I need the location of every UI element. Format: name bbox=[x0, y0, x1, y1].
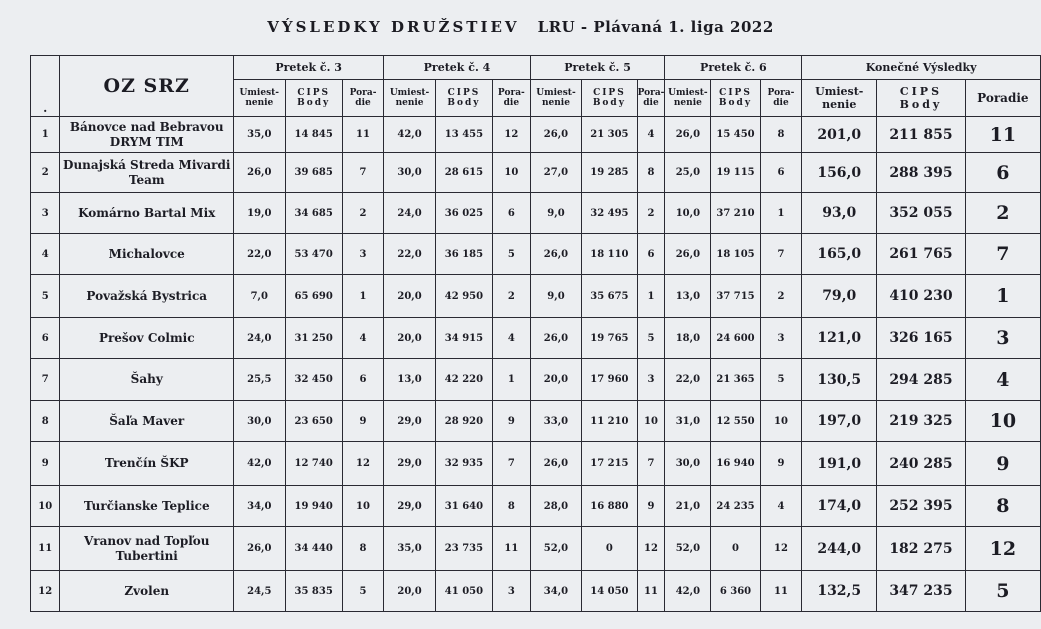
final-cips-cell: 219 325 bbox=[877, 401, 965, 442]
team-name: Turčianske Teplice bbox=[60, 486, 234, 527]
final-rank-cell: 12 bbox=[965, 527, 1040, 571]
team-name: Trenčín ŠKP bbox=[60, 442, 234, 486]
final-rank-cell: 3 bbox=[965, 318, 1040, 359]
cips-points-cell: 21 305 bbox=[582, 117, 637, 153]
table-row bbox=[31, 318, 1041, 359]
cips-points-cell: 39 685 bbox=[285, 153, 342, 193]
team-name: Zvolen bbox=[60, 571, 234, 612]
table-row bbox=[31, 153, 1041, 193]
placement-cell: 21,0 bbox=[665, 486, 711, 527]
rank-cell: 4 bbox=[342, 318, 384, 359]
row-index: 7 bbox=[31, 359, 60, 401]
rank-cell: 5 bbox=[637, 318, 665, 359]
row-index: 9 bbox=[31, 442, 60, 486]
placement-cell: 42,0 bbox=[234, 442, 286, 486]
rank-cell: 12 bbox=[493, 117, 531, 153]
race-header: Pretek č. 4 bbox=[384, 56, 530, 80]
cips-points-cell: 23 650 bbox=[285, 401, 342, 442]
placement-cell: 30,0 bbox=[665, 442, 711, 486]
placement-cell: 24,5 bbox=[234, 571, 286, 612]
team-name: Šaľa Maver bbox=[60, 401, 234, 442]
table-row bbox=[31, 275, 1041, 318]
placement-cell: 29,0 bbox=[384, 401, 436, 442]
rank-cell: 6 bbox=[493, 193, 531, 234]
cips-points-cell: 34 685 bbox=[285, 193, 342, 234]
column-header: Poradie bbox=[965, 80, 1040, 117]
placement-cell: 26,0 bbox=[665, 117, 711, 153]
final-placement-cell: 93,0 bbox=[802, 193, 877, 234]
rank-cell: 2 bbox=[342, 193, 384, 234]
results-table bbox=[30, 55, 1041, 612]
rank-cell: 7 bbox=[760, 234, 802, 275]
rank-cell: 10 bbox=[342, 486, 384, 527]
column-header: Pora- die bbox=[342, 80, 384, 117]
cips-points-cell: 24 600 bbox=[711, 318, 760, 359]
placement-cell: 26,0 bbox=[530, 117, 582, 153]
cips-points-cell: 12 740 bbox=[285, 442, 342, 486]
rank-cell: 3 bbox=[342, 234, 384, 275]
placement-cell: 19,0 bbox=[234, 193, 286, 234]
placement-cell: 20,0 bbox=[384, 275, 436, 318]
rank-cell: 5 bbox=[342, 571, 384, 612]
oz-header: OZ SRZ bbox=[60, 56, 234, 117]
placement-cell: 52,0 bbox=[665, 527, 711, 571]
final-cips-cell: 410 230 bbox=[877, 275, 965, 318]
final-placement-cell: 130,5 bbox=[802, 359, 877, 401]
rank-cell: 9 bbox=[760, 442, 802, 486]
team-name: Vranov nad Topľou Tubertini bbox=[60, 527, 234, 571]
column-header: Umiest- nenie bbox=[802, 80, 877, 117]
rank-cell: 1 bbox=[760, 193, 802, 234]
cips-points-cell: 35 835 bbox=[285, 571, 342, 612]
cips-points-cell: 14 050 bbox=[582, 571, 637, 612]
final-rank-cell: 11 bbox=[965, 117, 1040, 153]
team-name: Komárno Bartal Mix bbox=[60, 193, 234, 234]
row-index: 1 bbox=[31, 117, 60, 153]
final-cips-cell: 352 055 bbox=[877, 193, 965, 234]
race-header: Pretek č. 6 bbox=[665, 56, 802, 80]
placement-cell: 34,0 bbox=[234, 486, 286, 527]
placement-cell: 26,0 bbox=[530, 442, 582, 486]
final-rank-cell: 2 bbox=[965, 193, 1040, 234]
rank-cell: 9 bbox=[637, 486, 665, 527]
cips-points-cell: 42 950 bbox=[435, 275, 492, 318]
team-name: Bánovce nad Bebravou DRYM TIM bbox=[60, 117, 234, 153]
rank-cell: 8 bbox=[493, 486, 531, 527]
cips-points-cell: 21 365 bbox=[711, 359, 760, 401]
cips-points-cell: 28 615 bbox=[435, 153, 492, 193]
cips-points-cell: 6 360 bbox=[711, 571, 760, 612]
rank-cell: 6 bbox=[342, 359, 384, 401]
table-row bbox=[31, 359, 1041, 401]
placement-cell: 30,0 bbox=[234, 401, 286, 442]
team-name: Michalovce bbox=[60, 234, 234, 275]
cips-points-cell: 17 960 bbox=[582, 359, 637, 401]
row-index: 3 bbox=[31, 193, 60, 234]
rank-cell: 6 bbox=[637, 234, 665, 275]
final-cips-cell: 294 285 bbox=[877, 359, 965, 401]
rank-cell: 8 bbox=[637, 153, 665, 193]
rank-cell: 2 bbox=[760, 275, 802, 318]
rank-cell: 3 bbox=[637, 359, 665, 401]
placement-cell: 42,0 bbox=[665, 571, 711, 612]
final-rank-cell: 8 bbox=[965, 486, 1040, 527]
final-cips-cell: 211 855 bbox=[877, 117, 965, 153]
placement-cell: 13,0 bbox=[665, 275, 711, 318]
cips-points-cell: 32 450 bbox=[285, 359, 342, 401]
cips-points-cell: 19 115 bbox=[711, 153, 760, 193]
placement-cell: 52,0 bbox=[530, 527, 582, 571]
cips-points-cell: 41 050 bbox=[435, 571, 492, 612]
cips-points-cell: 0 bbox=[582, 527, 637, 571]
cips-points-cell: 28 920 bbox=[435, 401, 492, 442]
cips-points-cell: 34 915 bbox=[435, 318, 492, 359]
rank-cell: 10 bbox=[493, 153, 531, 193]
table-row bbox=[31, 193, 1041, 234]
placement-cell: 26,0 bbox=[234, 153, 286, 193]
final-placement-cell: 174,0 bbox=[802, 486, 877, 527]
cips-points-cell: 53 470 bbox=[285, 234, 342, 275]
final-header: Konečné Výsledky bbox=[802, 56, 1041, 80]
cips-points-cell: 14 845 bbox=[285, 117, 342, 153]
rank-cell: 11 bbox=[637, 571, 665, 612]
row-index: 11 bbox=[31, 527, 60, 571]
document-title bbox=[0, 18, 1041, 36]
placement-cell: 35,0 bbox=[234, 117, 286, 153]
cips-points-cell: 32 495 bbox=[582, 193, 637, 234]
rank-cell: 9 bbox=[342, 401, 384, 442]
rank-cell: 1 bbox=[342, 275, 384, 318]
team-name: Považská Bystrica bbox=[60, 275, 234, 318]
row-index: 5 bbox=[31, 275, 60, 318]
final-placement-cell: 191,0 bbox=[802, 442, 877, 486]
rank-cell: 12 bbox=[637, 527, 665, 571]
rank-cell: 4 bbox=[493, 318, 531, 359]
cips-points-cell: 16 880 bbox=[582, 486, 637, 527]
rank-cell: 2 bbox=[493, 275, 531, 318]
final-placement-cell: 156,0 bbox=[802, 153, 877, 193]
rank-cell: 9 bbox=[493, 401, 531, 442]
final-placement-cell: 79,0 bbox=[802, 275, 877, 318]
rank-cell: 4 bbox=[760, 486, 802, 527]
column-header: Pora- die bbox=[760, 80, 802, 117]
cips-points-cell: 65 690 bbox=[285, 275, 342, 318]
placement-cell: 24,0 bbox=[234, 318, 286, 359]
placement-cell: 26,0 bbox=[665, 234, 711, 275]
row-index: 4 bbox=[31, 234, 60, 275]
rank-cell: 8 bbox=[342, 527, 384, 571]
row-index: 8 bbox=[31, 401, 60, 442]
placement-cell: 33,0 bbox=[530, 401, 582, 442]
rank-cell: 11 bbox=[760, 571, 802, 612]
final-placement-cell: 132,5 bbox=[802, 571, 877, 612]
placement-cell: 31,0 bbox=[665, 401, 711, 442]
placement-cell: 22,0 bbox=[234, 234, 286, 275]
column-header: CIPS Body bbox=[582, 80, 637, 117]
column-header: CIPS Body bbox=[285, 80, 342, 117]
placement-cell: 26,0 bbox=[530, 318, 582, 359]
final-rank-cell: 10 bbox=[965, 401, 1040, 442]
cips-points-cell: 36 025 bbox=[435, 193, 492, 234]
rank-cell: 11 bbox=[493, 527, 531, 571]
rank-cell: 5 bbox=[493, 234, 531, 275]
rank-cell: 3 bbox=[493, 571, 531, 612]
placement-cell: 26,0 bbox=[530, 234, 582, 275]
rank-cell: 1 bbox=[493, 359, 531, 401]
table-row bbox=[31, 401, 1041, 442]
placement-cell: 9,0 bbox=[530, 193, 582, 234]
cips-points-cell: 24 235 bbox=[711, 486, 760, 527]
placement-cell: 28,0 bbox=[530, 486, 582, 527]
final-rank-cell: 6 bbox=[965, 153, 1040, 193]
placement-cell: 7,0 bbox=[234, 275, 286, 318]
final-rank-cell: 1 bbox=[965, 275, 1040, 318]
cips-points-cell: 11 210 bbox=[582, 401, 637, 442]
final-placement-cell: 244,0 bbox=[802, 527, 877, 571]
cips-points-cell: 18 110 bbox=[582, 234, 637, 275]
placement-cell: 25,5 bbox=[234, 359, 286, 401]
column-header: Umiest- nenie bbox=[530, 80, 582, 117]
placement-cell: 20,0 bbox=[384, 318, 436, 359]
final-placement-cell: 201,0 bbox=[802, 117, 877, 153]
team-name: Dunajská Streda Mivardi Team bbox=[60, 153, 234, 193]
final-rank-cell: 7 bbox=[965, 234, 1040, 275]
table-row bbox=[31, 571, 1041, 612]
rank-cell: 7 bbox=[342, 153, 384, 193]
final-rank-cell: 5 bbox=[965, 571, 1040, 612]
placement-cell: 34,0 bbox=[530, 571, 582, 612]
placement-cell: 9,0 bbox=[530, 275, 582, 318]
rank-cell: 11 bbox=[342, 117, 384, 153]
row-index: 10 bbox=[31, 486, 60, 527]
cips-points-cell: 19 940 bbox=[285, 486, 342, 527]
final-cips-cell: 347 235 bbox=[877, 571, 965, 612]
placement-cell: 20,0 bbox=[384, 571, 436, 612]
cips-points-cell: 32 935 bbox=[435, 442, 492, 486]
column-header: CIPS Body bbox=[435, 80, 492, 117]
final-placement-cell: 165,0 bbox=[802, 234, 877, 275]
cips-points-cell: 15 450 bbox=[711, 117, 760, 153]
cips-points-cell: 23 735 bbox=[435, 527, 492, 571]
table-row bbox=[31, 234, 1041, 275]
results-body bbox=[31, 117, 1041, 612]
column-header: CIPS Body bbox=[877, 80, 965, 117]
column-header: Umiest- nenie bbox=[384, 80, 436, 117]
cips-points-cell: 36 185 bbox=[435, 234, 492, 275]
cips-points-cell: 16 940 bbox=[711, 442, 760, 486]
rank-cell: 10 bbox=[760, 401, 802, 442]
rank-cell: 6 bbox=[760, 153, 802, 193]
rank-cell: 3 bbox=[760, 318, 802, 359]
final-cips-cell: 182 275 bbox=[877, 527, 965, 571]
final-cips-cell: 252 395 bbox=[877, 486, 965, 527]
placement-cell: 30,0 bbox=[384, 153, 436, 193]
race-header: Pretek č. 3 bbox=[234, 56, 384, 80]
final-rank-cell: 9 bbox=[965, 442, 1040, 486]
final-rank-cell: 4 bbox=[965, 359, 1040, 401]
row-index: 12 bbox=[31, 571, 60, 612]
rank-cell: 12 bbox=[342, 442, 384, 486]
cips-points-cell: 37 715 bbox=[711, 275, 760, 318]
final-cips-cell: 240 285 bbox=[877, 442, 965, 486]
placement-cell: 10,0 bbox=[665, 193, 711, 234]
placement-cell: 24,0 bbox=[384, 193, 436, 234]
column-header: Pora- die bbox=[493, 80, 531, 117]
table-row bbox=[31, 442, 1041, 486]
column-header: Umiest- nenie bbox=[665, 80, 711, 117]
row-index: 6 bbox=[31, 318, 60, 359]
placement-cell: 27,0 bbox=[530, 153, 582, 193]
column-header: Umiest- nenie bbox=[234, 80, 286, 117]
placement-cell: 42,0 bbox=[384, 117, 436, 153]
placement-cell: 29,0 bbox=[384, 486, 436, 527]
placement-cell: 26,0 bbox=[234, 527, 286, 571]
team-name: Prešov Colmic bbox=[60, 318, 234, 359]
row-index: 2 bbox=[31, 153, 60, 193]
rank-cell: 2 bbox=[637, 193, 665, 234]
placement-cell: 25,0 bbox=[665, 153, 711, 193]
index-header: . bbox=[31, 56, 60, 117]
cips-points-cell: 12 550 bbox=[711, 401, 760, 442]
cips-points-cell: 0 bbox=[711, 527, 760, 571]
final-placement-cell: 197,0 bbox=[802, 401, 877, 442]
rank-cell: 10 bbox=[637, 401, 665, 442]
rank-cell: 7 bbox=[637, 442, 665, 486]
cips-points-cell: 37 210 bbox=[711, 193, 760, 234]
placement-cell: 18,0 bbox=[665, 318, 711, 359]
cips-points-cell: 34 440 bbox=[285, 527, 342, 571]
final-placement-cell: 121,0 bbox=[802, 318, 877, 359]
placement-cell: 35,0 bbox=[384, 527, 436, 571]
rank-cell: 7 bbox=[493, 442, 531, 486]
cips-points-cell: 13 455 bbox=[435, 117, 492, 153]
rank-cell: 8 bbox=[760, 117, 802, 153]
cips-points-cell: 31 250 bbox=[285, 318, 342, 359]
cips-points-cell: 19 765 bbox=[582, 318, 637, 359]
table-row bbox=[31, 527, 1041, 571]
cips-points-cell: 18 105 bbox=[711, 234, 760, 275]
final-cips-cell: 261 765 bbox=[877, 234, 965, 275]
placement-cell: 13,0 bbox=[384, 359, 436, 401]
rank-cell: 4 bbox=[637, 117, 665, 153]
placement-cell: 22,0 bbox=[665, 359, 711, 401]
rank-cell: 1 bbox=[637, 275, 665, 318]
placement-cell: 20,0 bbox=[530, 359, 582, 401]
title-main: VÝSLEDKY DRUŽSTIEV bbox=[267, 18, 520, 36]
header-row-races bbox=[31, 56, 1041, 80]
placement-cell: 29,0 bbox=[384, 442, 436, 486]
rank-cell: 12 bbox=[760, 527, 802, 571]
column-header: CIPS Body bbox=[711, 80, 760, 117]
cips-points-cell: 42 220 bbox=[435, 359, 492, 401]
rank-cell: 5 bbox=[760, 359, 802, 401]
cips-points-cell: 17 215 bbox=[582, 442, 637, 486]
team-name: Šahy bbox=[60, 359, 234, 401]
title-sub: LRU - Plávaná 1. liga 2022 bbox=[537, 18, 774, 36]
race-header: Pretek č. 5 bbox=[530, 56, 665, 80]
cips-points-cell: 31 640 bbox=[435, 486, 492, 527]
cips-points-cell: 19 285 bbox=[582, 153, 637, 193]
cips-points-cell: 35 675 bbox=[582, 275, 637, 318]
final-cips-cell: 326 165 bbox=[877, 318, 965, 359]
table-row bbox=[31, 486, 1041, 527]
placement-cell: 22,0 bbox=[384, 234, 436, 275]
table-row bbox=[31, 117, 1041, 153]
final-cips-cell: 288 395 bbox=[877, 153, 965, 193]
column-header: Pora- die bbox=[637, 80, 665, 117]
